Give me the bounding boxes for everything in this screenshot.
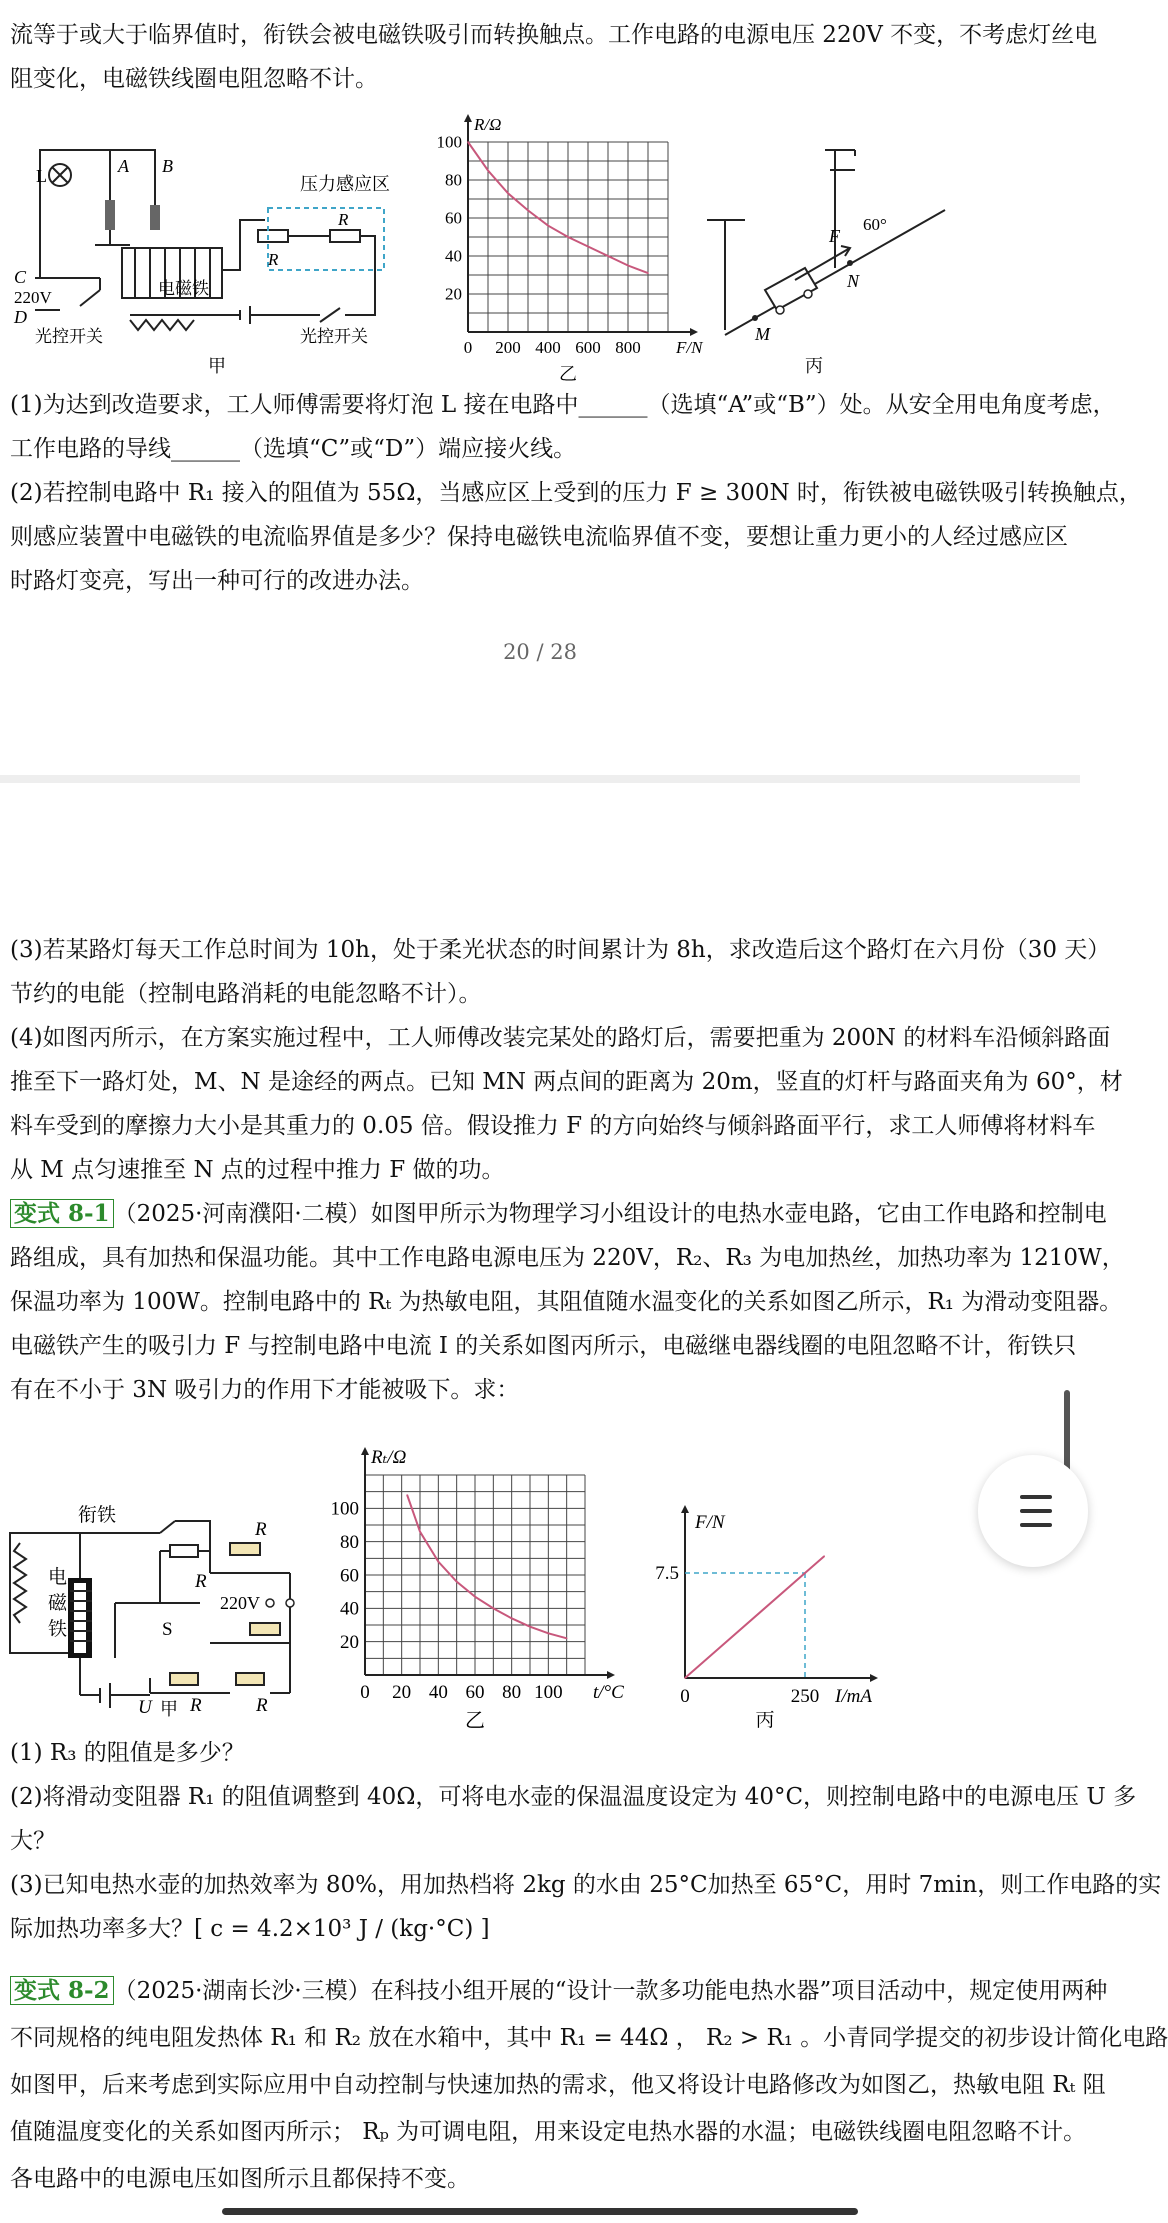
y-tick-label: 40	[340, 1598, 359, 1620]
data-point	[647, 272, 649, 274]
y-tick-label: 20	[340, 1632, 359, 1653]
variant-8-1-line-4: 电磁铁产生的吸引力 F 与控制电路中电流 I 的关系如图丙所示，电磁继电器线圈的电阻忽略不计，衔铁只	[10, 1333, 1077, 1359]
r2-label: R	[255, 1519, 267, 1540]
sub-question-1: (1) R₃ 的阻值是多少？	[10, 1740, 245, 1766]
data-point	[438, 1561, 440, 1563]
lamp-label: L	[36, 166, 47, 186]
data-point	[567, 236, 569, 238]
r3-label: R	[195, 1571, 207, 1592]
point-n-label: N	[847, 271, 860, 291]
data-point	[529, 1626, 531, 1628]
data-curve	[407, 1495, 567, 1638]
question-3-line-2: 节约的电能（控制电路消耗的电能忽略不计）。	[10, 981, 482, 1007]
y-axis-arrow	[681, 1505, 689, 1513]
variant-8-2-source: （2025·湖南长沙·三模）在科技小组开展的“设计一款多功能电热水器”项目活动中，规定使用两种	[113, 1978, 1108, 2004]
variant-8-1-line-1	[10, 1199, 1107, 1229]
circuit-figure-a	[0, 110, 420, 380]
data-point	[474, 1596, 476, 1598]
page-20	[0, 0, 1142, 775]
x-tick-label: 0	[680, 1686, 690, 1707]
data-point	[507, 193, 509, 195]
data-point	[511, 1618, 513, 1620]
x-tick-label: 600	[575, 338, 601, 357]
terminal-c-label: C	[14, 267, 27, 287]
chart-rt-vs-t	[320, 1423, 650, 1732]
variant-8-1-tag: 变式 8-1	[10, 1199, 114, 1228]
data-line	[685, 1556, 824, 1678]
data-point	[487, 170, 489, 172]
intro-line-2: 阻变化，电磁铁线圈电阻忽略不计。	[10, 66, 378, 92]
x-tick-label: 200	[495, 338, 521, 357]
r1-label: R	[268, 250, 279, 269]
intro-line-1: 流等于或大于临界值时，衔铁会被电磁铁吸引而转换触点。工作电路的电源电压 220V 不变，不考虑灯丝电	[10, 22, 1098, 48]
menu-icon-bar	[1020, 1523, 1052, 1527]
data-point	[823, 1555, 825, 1557]
y-axis-arrow	[464, 114, 472, 122]
data-point	[684, 1677, 686, 1679]
variant-8-2-line-5: 各电路中的电源电压如图所示且都保持不变。	[10, 2166, 470, 2192]
chart-caption: 乙	[465, 1710, 485, 1732]
data-point	[406, 1494, 408, 1496]
x-tick-label: 400	[535, 338, 561, 357]
menu-button[interactable]	[978, 1455, 1088, 1567]
y-tick-label: 100	[330, 1498, 359, 1520]
switch-s-label: S	[162, 1619, 173, 1640]
x-axis-arrow	[690, 328, 698, 336]
page-number: 20 / 28	[503, 640, 577, 664]
data-point	[547, 225, 549, 227]
x-tick-label: 80	[502, 1682, 522, 1703]
x-tick-label: 250	[790, 1686, 820, 1707]
data-point	[804, 1572, 806, 1574]
menu-icon-bar	[1020, 1509, 1052, 1513]
sub-question-2-line-2: 大？	[10, 1828, 56, 1854]
data-point	[627, 265, 629, 267]
chart-caption: 丙	[755, 1710, 775, 1731]
x-tick-label: 0	[463, 338, 473, 357]
data-point	[527, 210, 529, 212]
data-point	[548, 1633, 550, 1635]
chart-r-vs-f	[418, 108, 703, 384]
scrollbar[interactable]	[1064, 1390, 1070, 1474]
x-tick-label: 0	[360, 1682, 370, 1703]
voltage-220-label: 220V	[220, 1593, 260, 1613]
variant-8-1-line-5: 有在不小于 3N 吸引力的作用下才能被吸下。求：	[10, 1377, 520, 1403]
variant-8-2-line-4: 值随温度变化的关系如图丙所示； Rₚ 为可调电阻，用来设定电热水器的水温；电磁铁线圈电阻忽略不计。	[10, 2119, 1087, 2145]
data-curve	[468, 142, 648, 273]
figure-a-caption: 甲	[208, 356, 226, 376]
x-tick-label: 40	[428, 1682, 448, 1703]
data-point	[456, 1581, 458, 1583]
question-3-line-1: (3)若某路灯每天工作总时间为 10h，处于柔光状态的时间累计为 8h，求改造后这个路灯在六月份（30 天）	[10, 937, 1111, 963]
r-label: R	[338, 210, 349, 229]
x-axis-arrow	[870, 1674, 878, 1682]
x-tick-label: 20	[392, 1682, 412, 1703]
chart-caption: 乙	[559, 364, 577, 384]
figure-c-caption: 丙	[805, 356, 823, 376]
magnet-char-3: 铁	[48, 1619, 68, 1640]
y-tick-label: 7.5	[655, 1563, 679, 1584]
y-tick-label: 60	[445, 208, 462, 228]
sub-question-3-line-1: (3)已知电热水壶的加热效率为 80%，用加热档将 2kg 的水由 25°C加热至 65°C，用时 7min，则工作电路的实	[10, 1872, 1162, 1898]
x-axis-label: F/N	[676, 338, 703, 357]
variant-8-2-tag: 变式 8-2	[10, 1976, 114, 2005]
data-point	[493, 1608, 495, 1610]
data-point	[566, 1638, 568, 1640]
force-f-label: F	[829, 226, 840, 246]
variant-8-1-line-2: 路组成，具有加热和保温功能。其中工作电路电源电压为 220V，R₂、R₃ 为电加热丝，加热功率为 1210W，	[10, 1245, 1125, 1271]
point-m-label: M	[755, 324, 770, 344]
question-4-line-4: 从 M 点匀速推至 N 点的过程中推力 F 做的功。	[10, 1157, 505, 1183]
contact-b-label: B	[162, 156, 173, 176]
menu-icon	[1020, 1495, 1052, 1499]
y-axis-label: R/Ω	[474, 115, 502, 134]
contact-a-label: A	[118, 156, 129, 176]
magnet-char-2: 磁	[48, 1593, 68, 1614]
question-4-line-3: 料车受到的摩擦力大小是其重力的 0.05 倍。假设推力 F 的方向始终与倾斜路面平行，求工人师傅将材料车	[10, 1113, 1096, 1139]
armature-label: 衔铁	[78, 1505, 117, 1526]
y-tick-label: 80	[445, 170, 462, 190]
x-axis-label: I/mA	[835, 1686, 872, 1707]
question-2-line-3: 时路灯变亮，写出一种可行的改进办法。	[10, 568, 424, 594]
y-tick-label: 40	[445, 246, 462, 266]
question-1-line-2: 工作电路的导线______（选填“C”或“D”）端应接火线。	[10, 436, 577, 462]
y-tick-label: 20	[445, 284, 462, 304]
y-axis-label: F/N	[695, 1512, 725, 1533]
source-u-label: U	[138, 1697, 152, 1718]
kettle-circuit-figure-a	[0, 1483, 320, 1718]
question-4-line-1: (4)如图丙所示，在方案实施过程中，工人师傅改装完某处的路灯后，需要把重为 200N 的材料车沿倾斜路面	[10, 1025, 1111, 1051]
x-tick-label: 800	[615, 338, 641, 357]
figure2-a-caption: 甲	[160, 1699, 178, 1719]
y-tick-label: 100	[436, 132, 462, 152]
switch-right-label: 光控开关	[300, 327, 368, 346]
variant-8-1-line-3: 保温功率为 100W。控制电路中的 Rₜ 为热敏电阻，其阻值随水温变化的关系如图乙所示，R₁ 为滑动变阻器。	[10, 1289, 1123, 1315]
page-21	[0, 783, 1168, 2223]
x-tick-label: 60	[465, 1682, 485, 1703]
voltage-label: 220V	[14, 288, 52, 307]
terminal-d-label: D	[14, 307, 27, 327]
data-point	[419, 1531, 421, 1533]
question-1-line-1: (1)为达到改造要求，工人师傅需要将灯泡 L 接在电路中______（选填“A”或“B”）处。从安全用电角度考虑，	[10, 392, 1116, 418]
data-point	[607, 255, 609, 257]
sub-question-2-line-1: (2)将滑动变阻器 R₁ 的阻值调整到 40Ω，可将电水壶的保温温度设定为 40°C，则控制电路中的电源电压 U 多	[10, 1784, 1137, 1810]
page-separator	[0, 775, 1080, 783]
rt-label: R	[190, 1695, 202, 1716]
variant-8-2-line-3: 如图甲，后来考虑到实际应用中自动控制与快速加热的需求，他又将设计电路修改为如图乙，热敏电阻 Rₜ 阻	[10, 2072, 1106, 2098]
variant-8-2-line-1	[10, 1976, 1108, 2006]
y-axis-label: Rₜ/Ω	[371, 1447, 407, 1468]
y-tick-label: 60	[340, 1565, 359, 1587]
variant-8-2-line-2: 不同规格的纯电阻发热体 R₁ 和 R₂ 放在水箱中，其中 R₁ = 44Ω ， R₂ > R₁ 。小青同学提交的初步设计简化电路	[10, 2025, 1168, 2051]
r1-label-fig2: R	[256, 1695, 268, 1716]
sub-question-3-line-2: 际加热功率多大？[ c = 4.2×10³ J / (kg·°C) ]	[10, 1916, 490, 1942]
pressure-zone-label: 压力感应区	[300, 174, 390, 194]
question-4-line-2: 推至下一路灯处，M、N 是途经的两点。已知 MN 两点间的距离为 20m，竖直的灯杆与路面夹角为 60°，材	[10, 1069, 1123, 1095]
chart-f-vs-i	[640, 1483, 900, 1731]
x-axis-label: t/°C	[593, 1682, 624, 1703]
home-indicator[interactable]	[222, 2208, 858, 2215]
x-axis-arrow	[607, 1671, 615, 1679]
x-tick-label: 100	[534, 1682, 563, 1703]
angle-label: 60°	[863, 215, 887, 234]
slope-figure-c	[705, 140, 955, 380]
question-2-line-2: 则感应装置中电磁铁的电流临界值是多少？保持电磁铁电流临界值不变，要想让重力更小的人经过感应区	[10, 524, 1068, 550]
magnet-char-1: 电	[48, 1567, 68, 1588]
y-axis-arrow	[361, 1447, 369, 1455]
data-point	[587, 246, 589, 248]
magnet-label: 电磁铁	[158, 279, 209, 298]
data-point	[467, 141, 469, 143]
variant-8-1-source: （2025·河南濮阳·二模）如图甲所示为物理学习小组设计的电热水壶电路，它由工作电路和控制电	[113, 1201, 1107, 1227]
switch-left-label: 光控开关	[35, 327, 103, 346]
y-tick-label: 80	[340, 1532, 359, 1553]
question-2-line-1: (2)若控制电路中 R₁ 接入的阻值为 55Ω，当感应区上受到的压力 F ≥ 300N 时，衔铁被电磁铁吸引转换触点，	[10, 480, 1142, 506]
